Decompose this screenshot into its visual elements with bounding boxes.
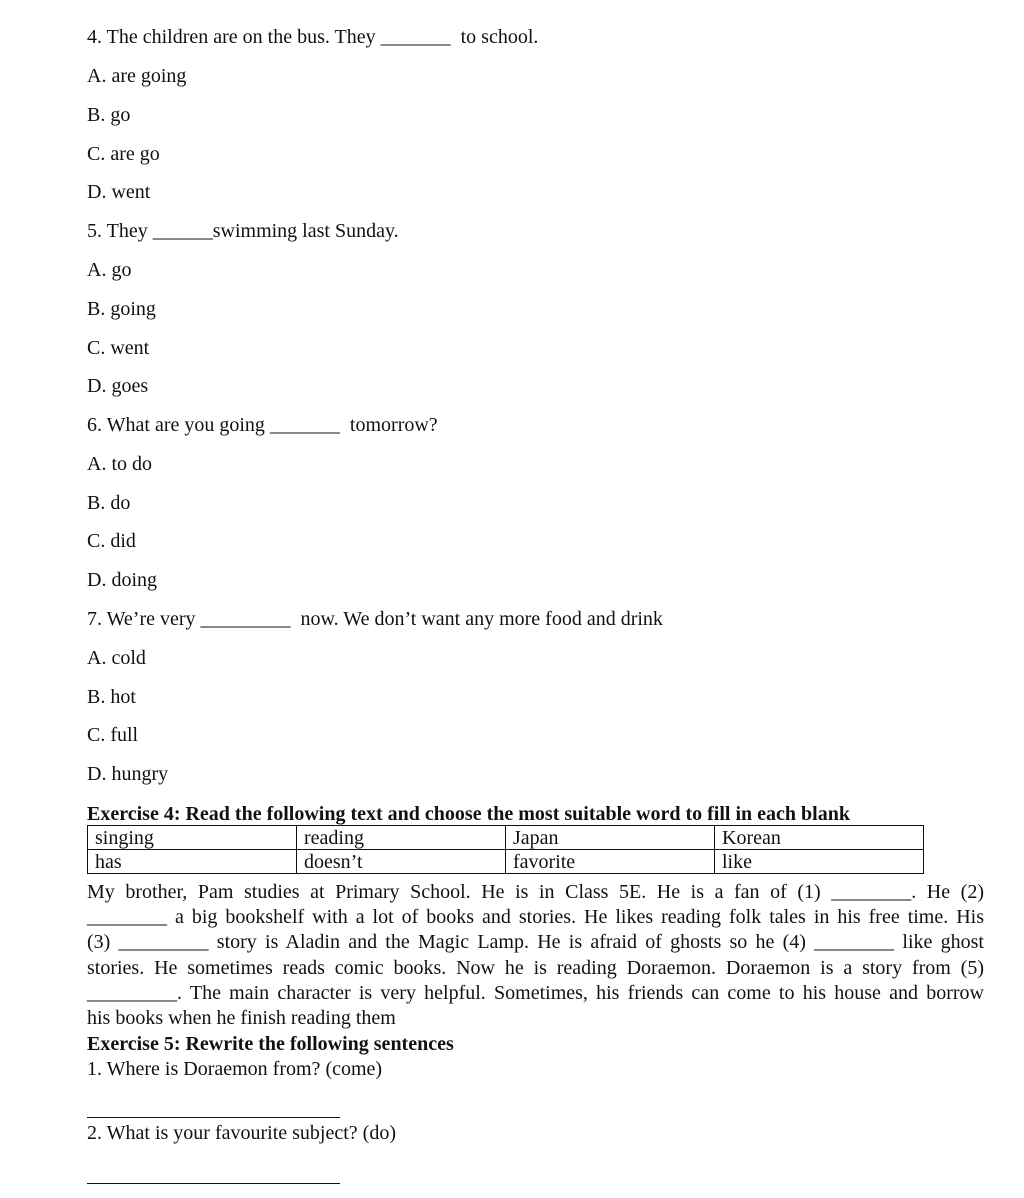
exercise-4-heading: Exercise 4: Read the following text and choose the most suitable word to fill in each blank (87, 803, 850, 825)
question-5-option-a: A. go (87, 259, 132, 281)
question-7-option-a: A. cold (87, 647, 146, 669)
question-6-option-d: D. doing (87, 569, 157, 591)
question-7-option-d: D. hungry (87, 763, 169, 785)
question-6-option-a: A. to do (87, 453, 152, 475)
word-bank-table (87, 825, 924, 874)
passage-line-3: (3) _________ story is Aladin and the Magic Lamp. He is afraid of ghosts so he (4) ________ like ghost (87, 931, 984, 953)
question-7-option-b: B. hot (87, 686, 136, 708)
passage-line-4: stories. He sometimes reads comic books. Now he is reading Doraemon. Doraemon is a story from (5) (87, 957, 984, 979)
word-bank-cell: doesn’t (297, 850, 506, 874)
passage-line-1: My brother, Pam studies at Primary School. He is in Class 5E. He is a fan of (1) ________. He (2) (87, 881, 984, 903)
word-bank-cell: Korean (715, 826, 924, 850)
question-4-option-c: C. are go (87, 143, 160, 165)
question-6-option-b: B. do (87, 492, 131, 514)
passage-line-6: his books when he finish reading them (87, 1007, 396, 1029)
word-bank-cell: reading (297, 826, 506, 850)
passage-line-2: ________ a big bookshelf with a lot of books and stories. He likes reading folk tales in his free time. His (87, 906, 984, 928)
answer-line-1 (87, 1117, 340, 1118)
question-6-stem: 6. What are you going _______ tomorrow? (87, 414, 438, 436)
question-5-option-c: C. went (87, 337, 150, 359)
word-bank-cell: Japan (506, 826, 715, 850)
question-5-option-d: D. goes (87, 375, 149, 397)
answer-line-2 (87, 1183, 340, 1184)
question-4-stem: 4. The children are on the bus. They _______ to school. (87, 26, 539, 48)
exercise-5-heading: Exercise 5: Rewrite the following sentences (87, 1033, 454, 1055)
question-4-option-a: A. are going (87, 65, 187, 87)
question-6-option-c: C. did (87, 530, 136, 552)
exercise-5-item-1: 1. Where is Doraemon from? (come) (87, 1058, 383, 1080)
word-bank-cell: has (88, 850, 297, 874)
passage-line-5: _________. The main character is very helpful. Sometimes, his friends can come to his house and borrow (87, 982, 984, 1004)
question-5-option-b: B. going (87, 298, 156, 320)
question-7-stem: 7. We’re very _________ now. We don’t want any more food and drink (87, 608, 663, 630)
word-bank-cell: like (715, 850, 924, 874)
exercise-5-item-2: 2. What is your favourite subject? (do) (87, 1122, 396, 1144)
question-5-stem: 5. They ______swimming last Sunday. (87, 220, 399, 242)
question-4-option-b: B. go (87, 104, 131, 126)
word-bank-row (88, 850, 924, 874)
question-7-option-c: C. full (87, 724, 139, 746)
word-bank-cell: singing (88, 826, 297, 850)
word-bank-cell: favorite (506, 850, 715, 874)
question-4-option-d: D. went (87, 181, 151, 203)
word-bank-row (88, 826, 924, 850)
